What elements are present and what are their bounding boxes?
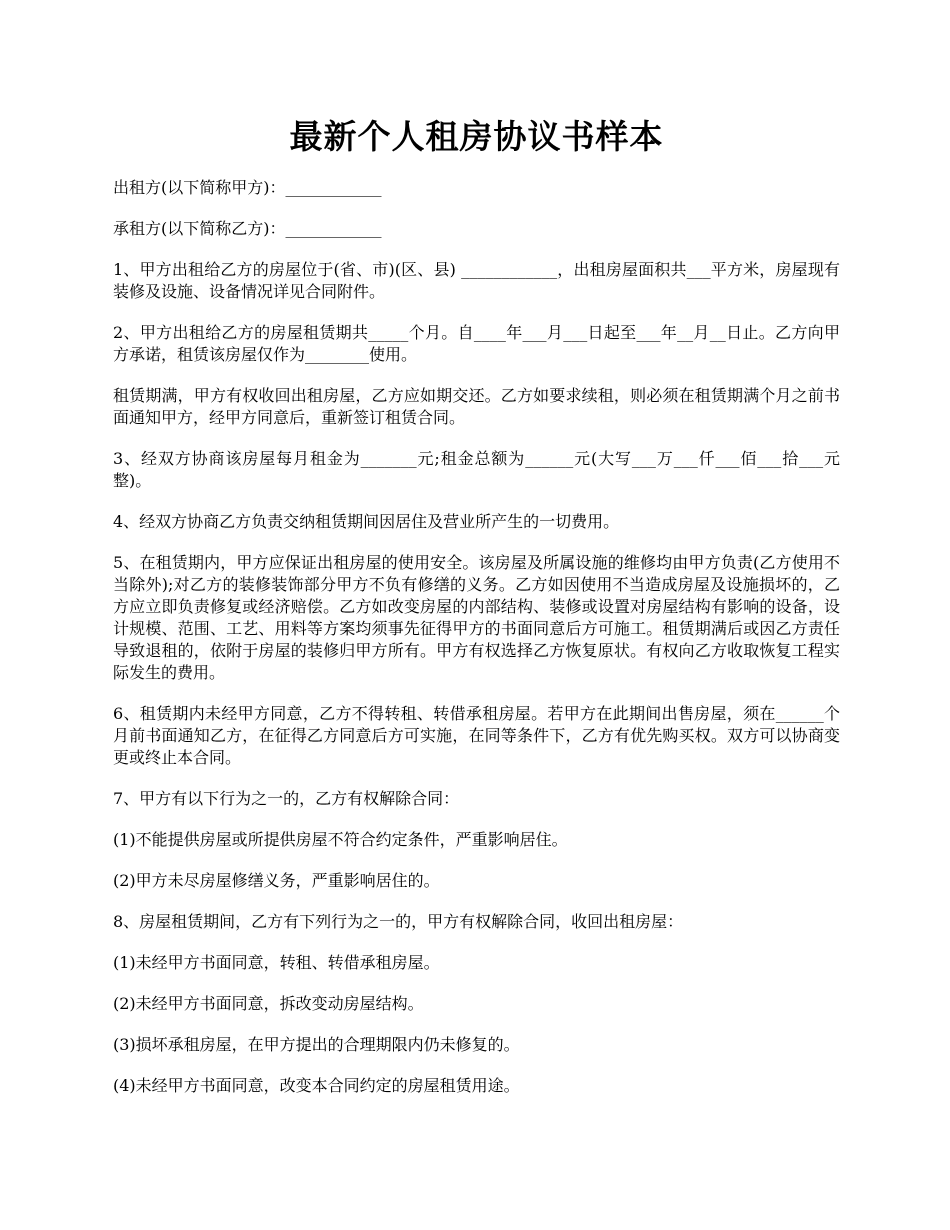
lessee-line: 承租方(以下简称乙方)：____________ [113, 219, 382, 238]
clause-6: 6、租赁期内未经甲方同意，乙方不得转租、转借承租房屋。若甲方在此期间出售房屋，须在______个月前书面通知乙方，在征得乙方同意后方可实施，在同等条件下，乙方有优先购买权。双方可以协商变更或终止本合同。 [113, 704, 840, 767]
clause-8: 8、房屋租赁期间，乙方有下列行为之一的，甲方有权解除合同，收回出租房屋： [113, 912, 684, 931]
document-title: 最新个人租房协议书样本 [289, 117, 664, 156]
clause-8-item-4: (4)未经甲方书面同意，改变本合同约定的房屋租赁用途。 [113, 1076, 520, 1095]
clause-7-item-2: (2)甲方未尽房屋修缮义务，严重影响居住的。 [113, 871, 440, 890]
clause-2: 2、甲方出租给乙方的房屋租赁期共_____个月。自____年___月___日起至___年__月__日止。乙方向甲方承诺，租赁该房屋仅作为________使用。 [113, 323, 840, 364]
clause-8-item-1: (1)未经甲方书面同意，转租、转借承租房屋。 [113, 953, 440, 972]
clause-2-continuation: 租赁期满，甲方有权收回出租房屋，乙方应如期交还。乙方如要求续租，则必须在租赁期满个月之前书面通知甲方，经甲方同意后，重新签订租赁合同。 [113, 386, 840, 427]
clause-7-item-1: (1)不能提供房屋或所提供房屋不符合约定条件，严重影响居住。 [113, 830, 568, 849]
clause-1: 1、甲方出租给乙方的房屋位于(省、市)(区、县) ____________，出租房屋面积共___平方米，房屋现有装修及设施、设备情况详见合同附件。 [113, 260, 840, 301]
document-page [113, 108, 840, 1116]
clause-5: 5、在租赁期内，甲方应保证出租房屋的使用安全。该房屋及所属设施的维修均由甲方负责(乙方使用不当除外);对乙方的装修装饰部分甲方不负有修缮的义务。乙方如因使用不当造成房屋及设施损坏的，乙方应立即负责修复或经济赔偿。乙方如改变房屋的内部结构、装修或设置对房屋结构有影响的设备，设计规模、范围、工艺、用料等方案均须事先征得甲方的书面同意后方可施工。租赁期满后或因乙方责任导致退租的，依附于房屋的装修归甲方所有。甲方有权选择乙方恢复原状。有权向乙方收取恢复工程实际发生的费用。 [113, 553, 840, 682]
clause-7: 7、甲方有以下行为之一的，乙方有权解除合同： [113, 789, 460, 808]
clause-8-item-3: (3)损坏承租房屋，在甲方提出的合理期限内仍未修复的。 [113, 1035, 520, 1054]
clause-8-item-2: (2)未经甲方书面同意，拆改变动房屋结构。 [113, 994, 424, 1013]
clause-4: 4、经双方协商乙方负责交纳租赁期间因居住及营业所产生的一切费用。 [113, 512, 620, 531]
clause-3: 3、经双方协商该房屋每月租金为_______元;租金总额为______元(大写___万___仟___佰___拾___元整)。 [113, 449, 840, 490]
lessor-line: 出租方(以下简称甲方)：____________ [113, 178, 382, 197]
